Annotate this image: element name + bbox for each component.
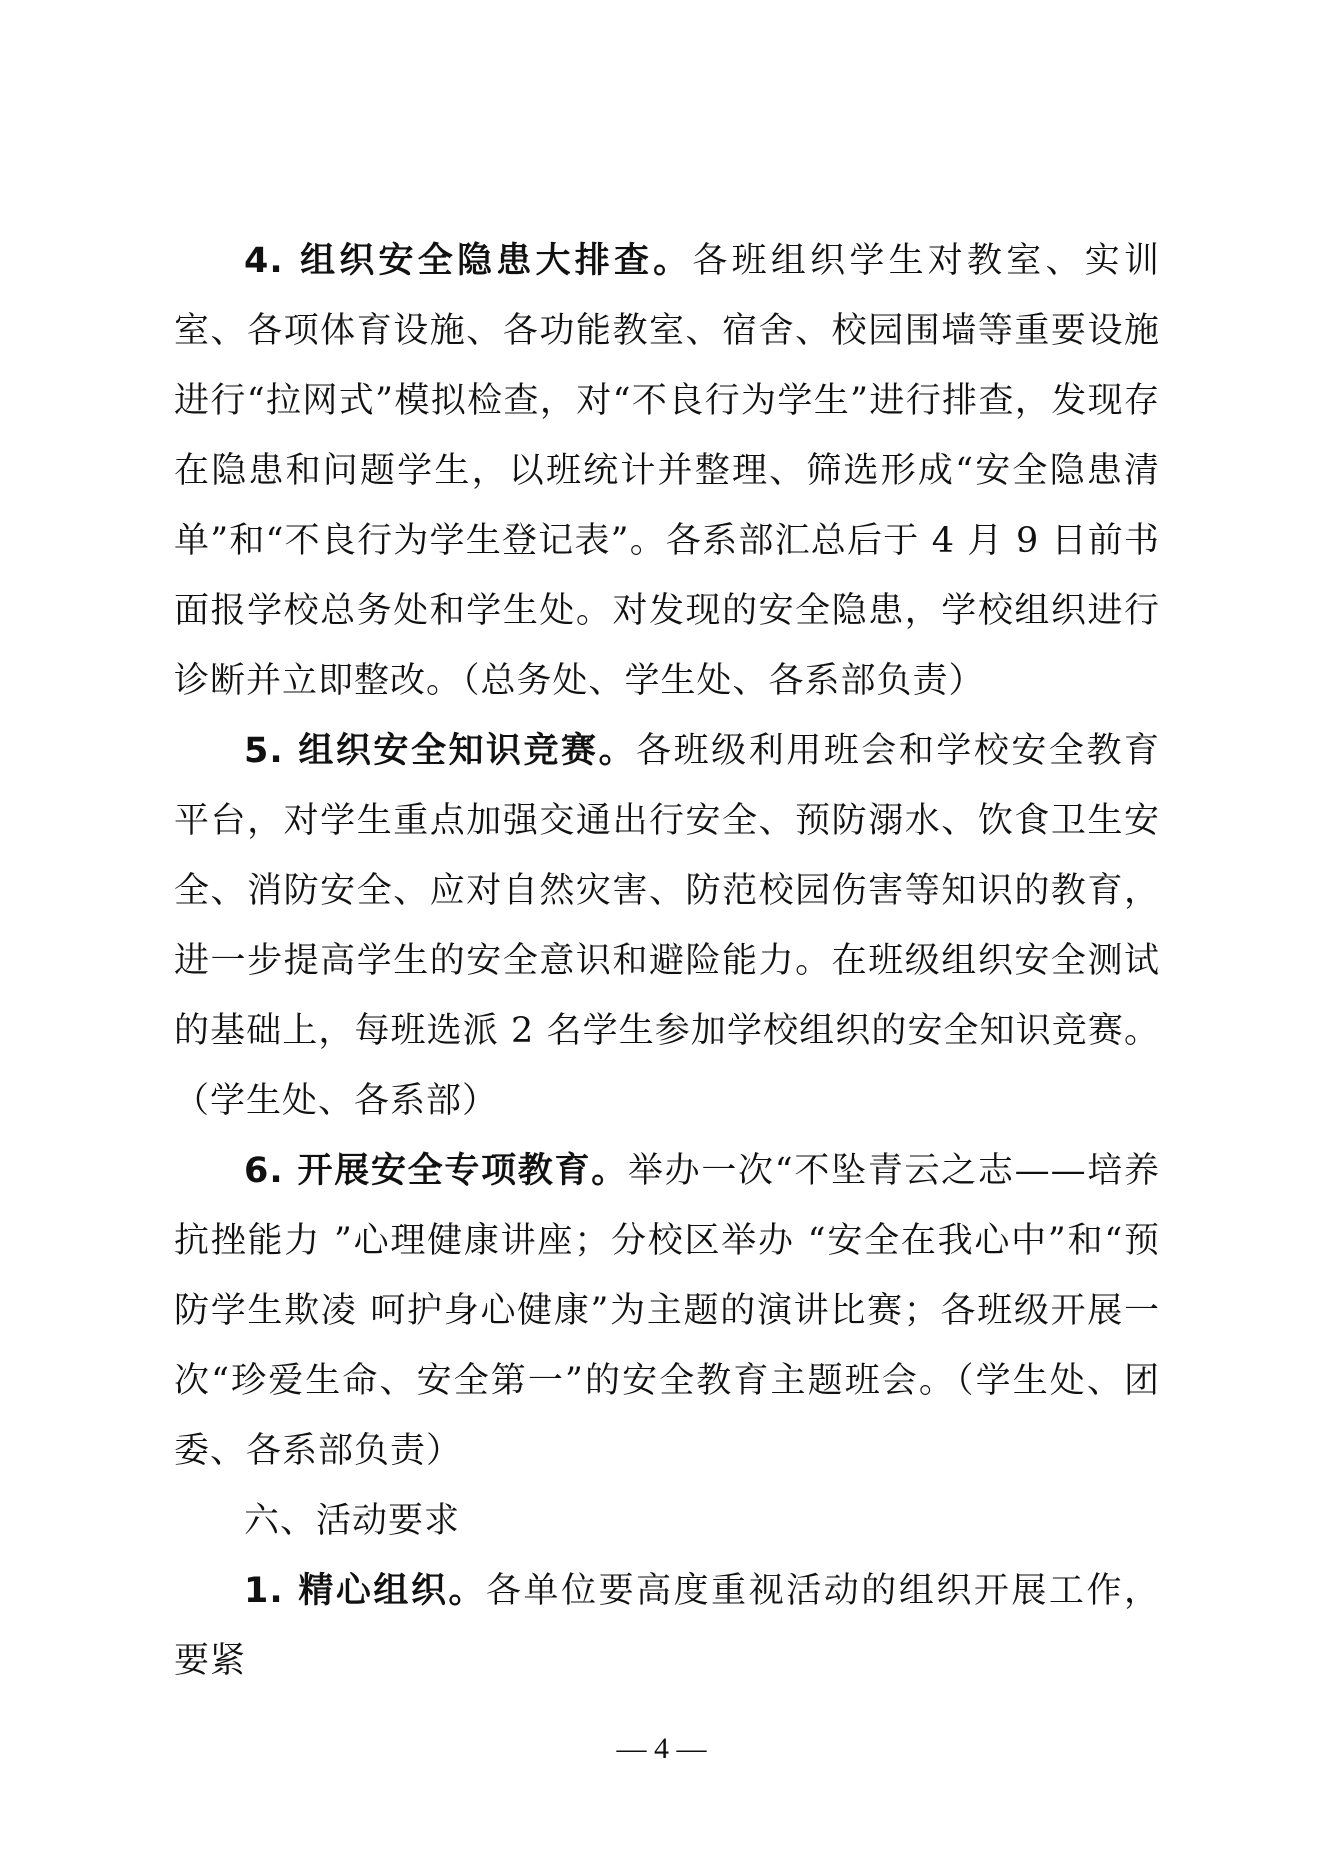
section-heading-requirements (174, 1486, 1160, 1556)
paragraph-text: 举办一次“不坠青云之志——培养抗挫能力 ”心理健康讲座；分校区举办 “安全在我心中”和“预防学生欺凌 呵护身心健康”为主题的演讲比赛；各班级开展一次“珍爱生命、安全第一”的安全教育主题班会。（学生处、团委、各系部负责） (174, 1151, 1160, 1471)
document-body (174, 226, 1160, 1696)
paragraph-text: 各单位要高度重视活动的组织开展工作，要紧 (174, 1571, 1160, 1681)
paragraph-knowledge-contest (174, 716, 1160, 1136)
section-title: 六、活动要求 (244, 1501, 461, 1541)
paragraph-text: 各班组织学生对教室、实训室、各项体育设施、各功能教室、宿舍、校园围墙等重要设施进行“拉网式”模拟检查，对“不良行为学生”进行排查，发现存在隐患和问题学生，以班统计并整理、筛选形成“安全隐患清单”和“不良行为学生登记表”。各系部汇总后于 4 月 9 日前书面报学校总务处和学生处。对发现的安全隐患，学校组织进行诊断并立即整改。（总务处、学生处、各系部负责） (174, 241, 1160, 701)
paragraph-text: 各班级利用班会和学校安全教育平台，对学生重点加强交通出行安全、预防溺水、饮食卫生安全、消防安全、应对自然灾害、防范校园伤害等知识的教育，进一步提高学生的安全意识和避险能力。在班级组织安全测试的基础上，每班选派 2 名学生参加学校组织的安全知识竞赛。（学生处、各系部） (174, 731, 1160, 1121)
paragraph-hazard-inspection (174, 226, 1160, 716)
page-number: — 4 — (616, 1732, 707, 1765)
paragraph-heading: 4. 组织安全隐患大排查。 (244, 241, 693, 281)
paragraph-heading: 1. 精心组织。 (244, 1571, 487, 1611)
paragraph-special-education (174, 1136, 1160, 1486)
paragraph-heading: 6. 开展安全专项教育。 (244, 1151, 628, 1191)
paragraph-careful-organization (174, 1556, 1160, 1696)
paragraph-heading: 5. 组织安全知识竞赛。 (244, 731, 637, 771)
